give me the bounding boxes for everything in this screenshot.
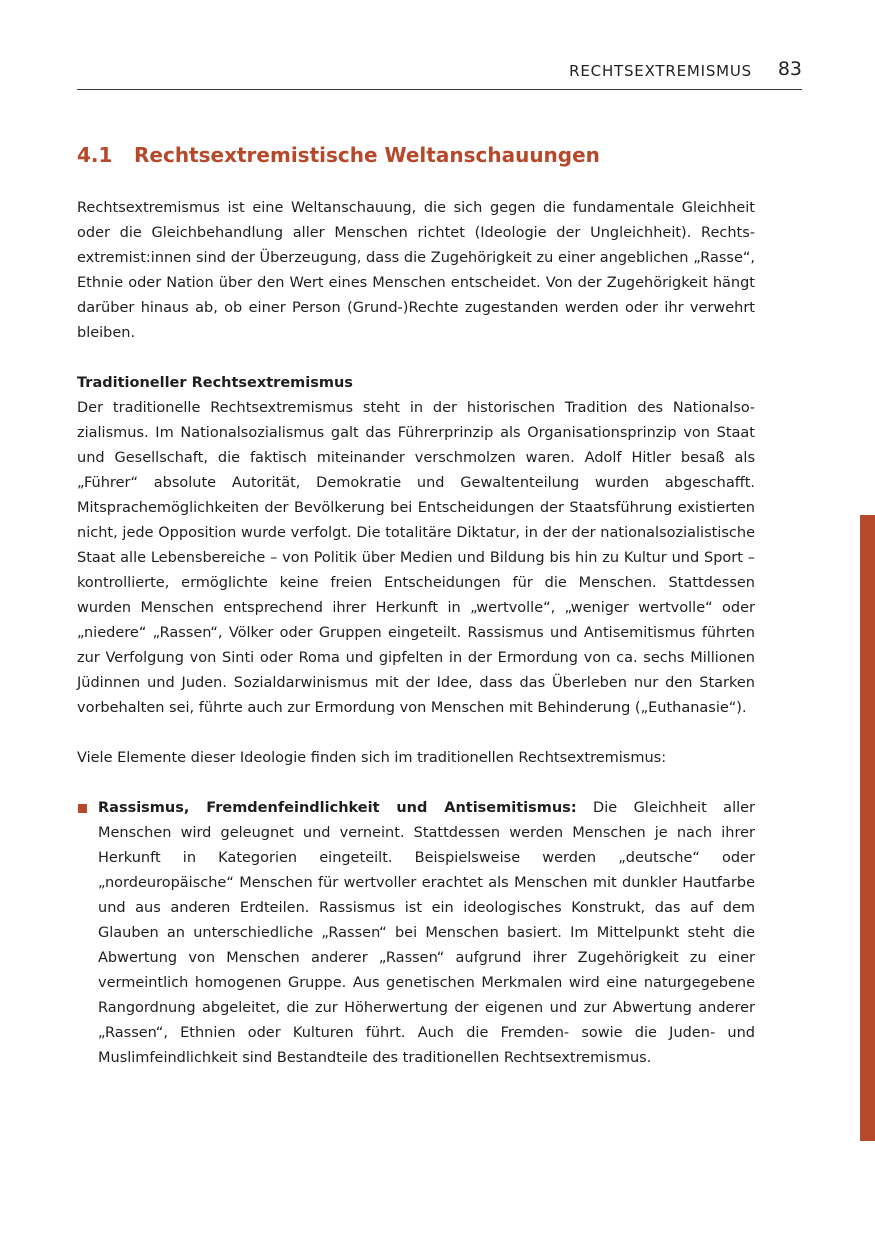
paragraph-spacer <box>77 771 755 796</box>
intro-paragraph: Rechtsextremismus ist eine Weltanschauung, die sich gegen die fundamentale Gleichheit oder die Gleichbehandlung aller Menschen richtet (Ideologie der Ungleichheit). Rechtsextremist:innen sind der Überzeugung, dass die Zugehörigkeit zu einer angeblichen „Rasse“, Ethnie oder Nation über den Wert eines Menschen entscheidet. Von der Zugehörigkeit hängt darüber hinaus ab, ob einer Person (Grund-)Rechte zugestanden werden oder ihr verwehrt bleiben. <box>77 200 755 341</box>
chapter-thumb-tab <box>860 515 875 1141</box>
running-header <box>77 58 802 90</box>
section-title: Rechtsextremistische Weltanschauungen <box>134 143 600 167</box>
traditional-paragraph: Der traditionelle Rechtsextremismus steht in der historischen Tradition des Nationalsozialismus. Im Nationalsozialismus galt das Führerprinzip als Organisationsprinzip von Staat und Gesellschaft, die faktisch miteinander verschmolzen waren. Adolf Hitler besaß als „Führer“ absolute Autorität, Demokratie und Gewaltenteilung wurden abgeschafft. Mitsprachemöglichkeiten der Bevölkerung bei Entscheidungen der Staatsführung existierten nicht, jede Opposition wurde verfolgt. Die totalitäre Diktatur, in der der nationalsozialistische Staat alle Lebensbereiche – von Politik über Medien und Bildung bis hin zu Kultur und Sport – kontrollierte, ermöglichte keine freien Entscheidungen für die Menschen. Stattdessen wurden Menschen entsprechend ihrer Herkunft in „wertvolle“, „weniger wertvolle“ oder „niedere“ „Rassen“, Völker oder Gruppen eingeteilt. Rassismus und Antisemitismus führten zur Verfolgung von Sinti oder Roma und gipfelten in der Ermordung von ca. sechs Millionen Jüdinnen und Juden. Sozialdarwinismus mit der Idee, dass das Überleben nur den Starken vorbehalten sei, führte auch zur Ermordung von Menschen mit Behinderung („Euthanasie“). <box>77 400 755 716</box>
square-bullet-icon <box>78 804 87 813</box>
subheading-traditional: Traditioneller Rechtsextremismus <box>77 375 353 391</box>
running-header-title: RECHTSEXTREMISMUS <box>569 62 752 80</box>
section-number: 4.1 <box>77 143 113 167</box>
elements-intro-paragraph: Viele Elemente dieser Ideologie finden sich im traditionellen Rechtsextremismus: <box>77 750 667 766</box>
page-number: 83 <box>777 58 802 80</box>
section-heading <box>77 143 600 167</box>
bullet-lead: Rassismus, Fremdenfeindlichkeit und Antisemitismus: <box>98 800 577 816</box>
bullet-text: Die Gleichheit aller Menschen wird geleugnet und verneint. Stattdessen werden Menschen je nach ihrer Herkunft in Kategorien eingeteilt. Beispielsweise werden „deutsche“ oder „nordeuropäische“ Menschen für wertvoller erachtet als Menschen mit dunkler Hautfarbe und aus anderen Erdteilen. Rassismus ist ein ideologisches Konstrukt, das auf dem Glauben an unterschiedliche „Rassen“ bei Menschen basiert. Im Mittelpunkt steht die Abwertung von Menschen anderer „Rassen“ aufgrund ihrer Zugehörigkeit zu einer vermeintlich homogenen Gruppe. Aus genetischen Merkmalen wird eine naturgegebene Rangordnung abgeleitet, die zur Höherwertung der eigenen und zur Abwertung anderer „Rassen“, Ethnien oder Kulturen führt. Auch die Fremden- sowie die Juden- und Muslimfeindlichkeit sind Bestandteile des traditionellen Rechtsextremismus. <box>98 800 756 1066</box>
bullet-item-rassismus <box>77 796 755 1071</box>
page-body <box>77 196 755 1071</box>
paragraph-spacer <box>77 721 755 746</box>
paragraph-spacer <box>77 346 755 371</box>
bullet-list <box>77 796 755 1071</box>
